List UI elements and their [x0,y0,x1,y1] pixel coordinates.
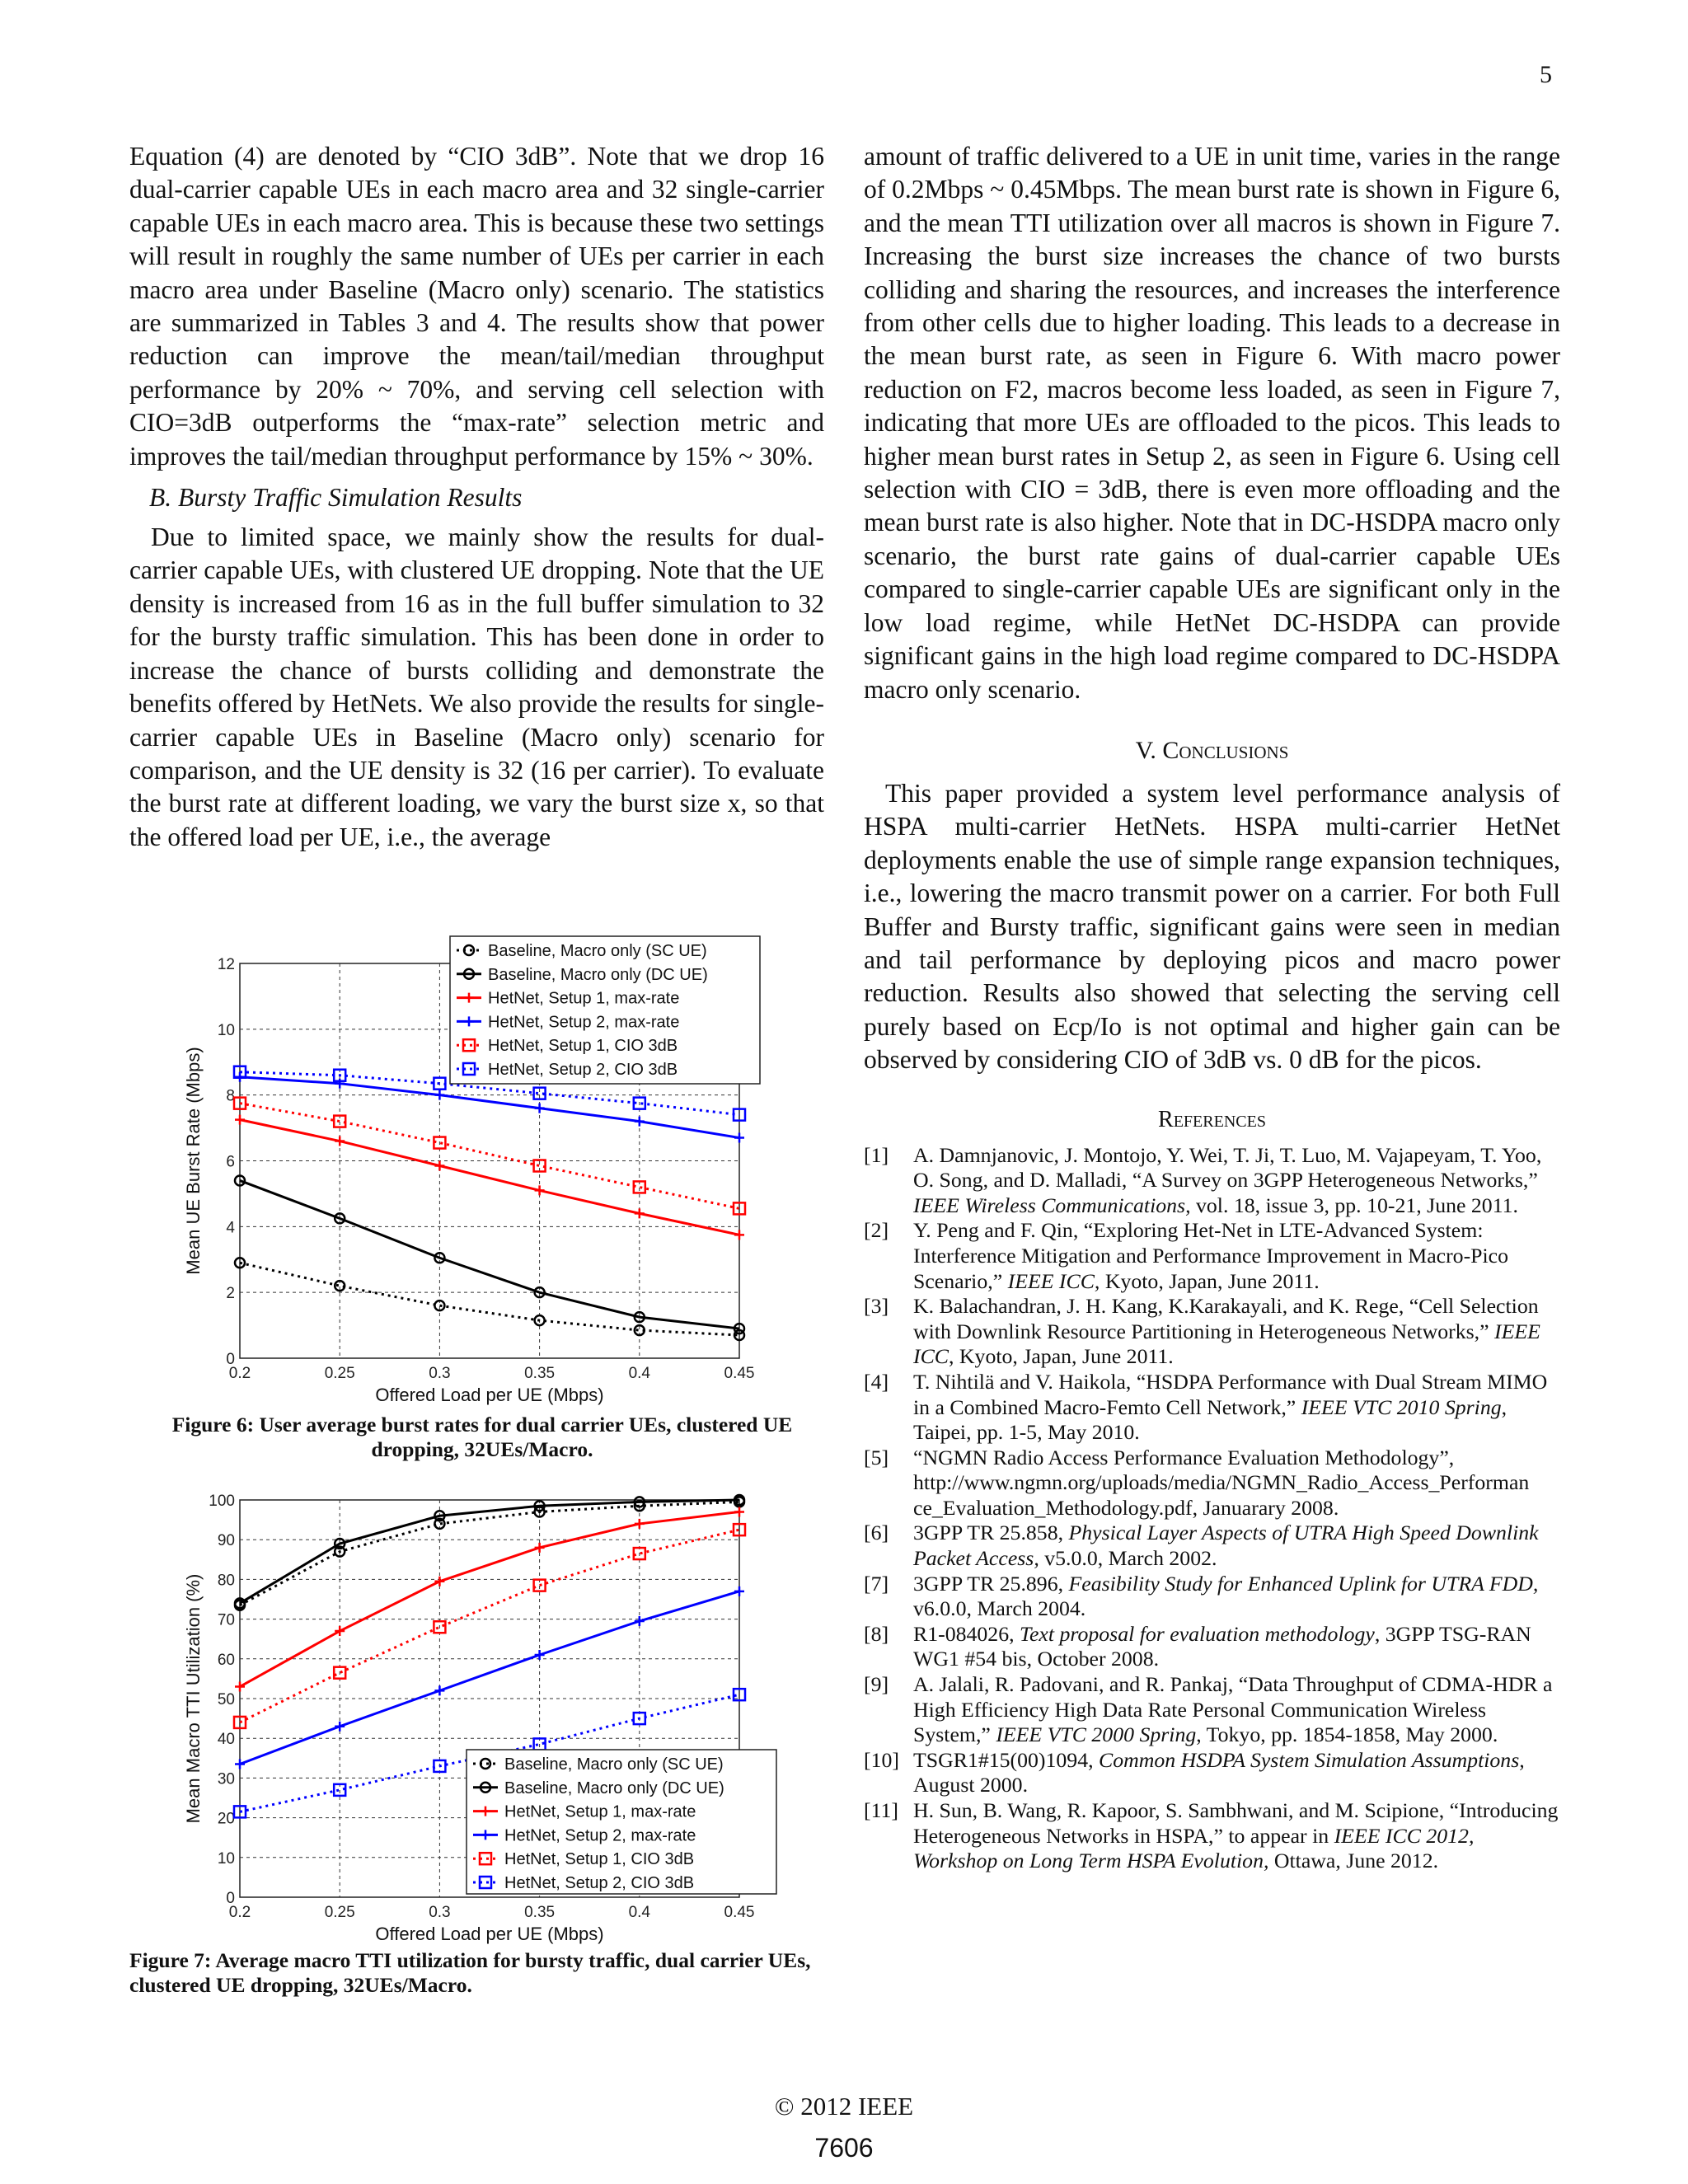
reference-number: [1] [864,1142,889,1167]
y-tick-label: 30 [217,1770,235,1788]
reference-item [864,1218,1560,1294]
x-axis-label: Offered Load per UE (Mbps) [375,1385,604,1405]
legend-label: Baseline, Macro only (DC UE) [488,965,708,984]
page-number: 5 [1540,61,1552,88]
reference-text: A. Jalali, R. Padovani, and R. Pankaj, “Data Throughput of CDMA-HDR a High Efficiency High Data Rate Personal Communication Wireless System,” IEEE VTC 2000 Spring, Tokyo, pp. 1854-1858, May 2000. [913,1672,1553,1747]
x-tick-label: 0.3 [429,1365,451,1382]
reference-number: [2] [864,1218,889,1243]
x-tick-label: 0.35 [524,1365,556,1382]
y-axis-label: Mean Macro TTI Utilization (%) [183,1573,204,1824]
reference-number: [9] [864,1672,889,1697]
reference-text: H. Sun, B. Wang, R. Kapoor, S. Sambhwani, and M. Scipione, “Introducing Heterogeneous Networks in HSPA,” to appear in IEEE ICC 2012, Workshop on Long Term HSPA Evolution, Ottawa, June 2012. [913,1798,1559,1873]
reference-text: A. Damnjanovic, J. Montojo, Y. Wei, T. Ji, T. Luo, M. Vajapeyam, T. Yoo, O. Song, and D. Malladi, “A Survey on 3GPP Heterogeneous Networks,” IEEE Wireless Communications, vol. 18, issue 3, pp. 10-21, June 2011. [913,1142,1542,1217]
y-tick-label: 12 [217,956,235,973]
y-tick-label: 70 [217,1611,235,1629]
legend-label: HetNet, Setup 1, CIO 3dB [488,1037,678,1056]
paragraph: Equation (4) are denoted by “CIO 3dB”. Note that we drop 16 dual-carrier capable UEs in each macro area and 32 single-carrier capable UEs in each macro area. This is because these two settings will result in roughly the same number of UEs per carrier in each macro area under Baseline (Macro only) scenario. The statistics are summarized in Tables 3 and 4. The results show that power reduction can improve the mean/tail/median throughput performance by 20% ~ 70%, and serving cell selection with CIO=3dB outperforms the “max-rate” selection metric and improves the tail/median throughput performance by 15% ~ 30%. [129,142,824,471]
legend-label: Baseline, Macro only (SC UE) [488,942,707,960]
y-tick-label: 50 [217,1691,235,1708]
x-tick-label: 0.4 [628,1904,651,1921]
copyright-notice: © 2012 IEEE [774,2092,914,2121]
legend-label: HetNet, Setup 2, CIO 3dB [488,1061,678,1079]
section-heading: V. Conclusions [1135,736,1289,764]
reference-text: T. Nihtilä and V. Haikola, “HSDPA Performance with Dual Stream MIMO in a Combined Macro-Femto Cell Network,” IEEE VTC 2010 Spring, Taipei, pp. 1-5, May 2010. [913,1369,1548,1445]
y-tick-label: 80 [217,1572,235,1590]
figure-7-caption: Figure 7: Average macro TTI utilization for bursty traffic, dual carrier UEs, clustered UE dropping, 32UEs/Macro. [129,1948,811,1997]
y-tick-label: 4 [226,1219,235,1237]
reference-item [864,1572,1560,1622]
y-tick-label: 90 [217,1532,235,1550]
x-tick-label: 0.2 [228,1904,251,1921]
reference-item [864,1143,1560,1219]
reference-number: [11] [864,1798,899,1822]
reference-text: Y. Peng and F. Qin, “Exploring Het-Net in LTE-Advanced System: Interference Mitigation and Performance Improvement in Macro-Pico Scenario,” IEEE ICC, Kyoto, Japan, June 2011. [913,1218,1509,1293]
x-tick-label: 0.35 [524,1904,556,1921]
legend [467,1750,776,1894]
figure-6-caption: Figure 6: User average burst rates for dual carrier UEs, clustered UE dropping, 32UEs/Macro. [171,1413,793,1461]
reference-text: TSGR1#15(00)1094, Common HSDPA System Simulation Assumptions, August 2000. [913,1747,1525,1797]
reference-number: [5] [864,1445,889,1469]
x-tick-label: 0.45 [724,1365,755,1382]
right-column [864,140,1560,1874]
reference-item [864,1672,1560,1748]
paragraph: amount of traffic delivered to a UE in unit time, varies in the range of 0.2Mbps ~ 0.45Mbps. The mean burst rate is shown in Figure 6, and the mean TTI utilization over all macros is shown in Figure 7. Increasing the burst size increases the chance of two bursts colliding and sharing the resources, and increases the interference from other cells due to higher loading. This leads to a decrease in the mean burst rate, as seen in Figure 6. With macro power reduction on F2, macros become less loaded, as seen in Figure 7, indicating that more UEs are offloaded to the picos. This leads to higher mean burst rates in Setup 2, as seen in Figure 6. Using cell selection with CIO = 3dB, there is even more offloading and the mean burst rate is also higher. Note that in DC-HSDPA macro only scenario, the burst rate gains of dual-carrier capable UEs compared to single-carrier capable UEs are significant only in the low load regime, while HetNet DC-HSDPA can provide significant gains in the high load regime compared to DC-HSDPA macro only scenario. [864,142,1560,704]
reference-text: R1-084026, Text proposal for evaluation methodology, 3GPP TSG-RAN WG1 #54 bis, October 2008. [913,1621,1531,1671]
x-axis-label: Offered Load per UE (Mbps) [375,1924,604,1944]
figure-6-chart [165,923,791,1418]
reference-text: 3GPP TR 25.896, Feasibility Study for Enhanced Uplink for UTRA FDD, v6.0.0, March 2004. [913,1571,1539,1621]
x-tick-label: 0.2 [228,1365,251,1382]
y-tick-label: 8 [226,1087,235,1105]
reference-item [864,1294,1560,1370]
y-tick-label: 0 [226,1890,235,1907]
x-tick-label: 0.25 [324,1904,355,1921]
y-tick-label: 6 [226,1153,235,1171]
y-tick-label: 10 [217,1849,235,1868]
legend-label: HetNet, Setup 1, max-rate [488,989,680,1008]
x-tick-label: 0.25 [324,1365,355,1382]
reference-item [864,1370,1560,1446]
reference-number: [3] [864,1294,889,1319]
reference-text: “NGMN Radio Access Performance Evaluation Methodology”, http://www.ngmn.org/uploads/media/NGMN_Radio_Access_Performan ce_Evaluation_Methodology.pdf, Januarary 2008. [913,1445,1530,1520]
subsection-heading: B. Bursty Traffic Simulation Results [149,483,523,513]
left-column [129,140,824,854]
y-axis-label: Mean UE Burst Rate (Mbps) [183,1047,204,1275]
y-tick-label: 60 [217,1651,235,1669]
legend-label: HetNet, Setup 1, max-rate [504,1802,696,1821]
y-tick-label: 100 [209,1493,235,1510]
reference-item [864,1446,1560,1521]
y-tick-label: 2 [226,1285,235,1303]
reference-number: [4] [864,1369,889,1394]
legend-label: HetNet, Setup 2, max-rate [488,1013,680,1032]
y-tick-label: 10 [217,1021,235,1039]
reference-number: [8] [864,1621,889,1646]
references-list [864,1143,1560,1874]
legend-label: HetNet, Setup 2, CIO 3dB [504,1874,695,1892]
reference-item [864,1521,1560,1571]
paragraph: Due to limited space, we mainly show the results for dual-carrier capable UEs, with clustered UE dropping. Note that the UE density is increased from 16 as in the full buffer simulation to 32 for the bursty traffic simulation. This has been done in order to increase the chance of bursts colliding and demonstrate the benefits offered by HetNets. We also provide the results for single-carrier capable UEs in Baseline (Macro only) scenario for comparison, and the UE density is 32 (16 per carrier). To evaluate the burst rate at different loading, we vary the burst size x, so that the offered load per UE, i.e., the average [129,523,824,851]
reference-number: [10] [864,1747,899,1772]
reference-item [864,1622,1560,1672]
references-heading: References [1158,1106,1266,1132]
figure-7-chart [165,1475,791,1945]
y-tick-label: 20 [217,1810,235,1828]
reference-text: 3GPP TR 25.858, Physical Layer Aspects of UTRA High Speed Downlink Packet Access, v5.0.0, March 2002. [913,1521,1539,1571]
footer-page-number: 7606 [814,2133,874,2163]
y-tick-label: 40 [217,1731,235,1749]
legend-label: HetNet, Setup 2, max-rate [504,1826,696,1845]
reference-number: [7] [864,1571,889,1596]
legend [450,936,760,1084]
x-tick-label: 0.45 [724,1904,755,1921]
y-tick-label: 0 [226,1351,235,1368]
reference-text: K. Balachandran, J. H. Kang, K.Karakayali, and K. Rege, “Cell Selection with Downlink Resource Partitioning in Heterogeneous Networks,” IEEE ICC, Kyoto, Japan, June 2011. [913,1294,1540,1369]
legend-label: Baseline, Macro only (SC UE) [504,1755,724,1774]
reference-item [864,1798,1560,1874]
reference-number: [6] [864,1521,889,1545]
legend-label: Baseline, Macro only (DC UE) [504,1779,724,1797]
x-tick-label: 0.4 [628,1365,651,1382]
x-tick-label: 0.3 [429,1904,451,1921]
reference-item [864,1748,1560,1798]
legend-label: HetNet, Setup 1, CIO 3dB [504,1850,695,1869]
conclusion-paragraph: This paper provided a system level performance analysis of HSPA multi-carrier HetNets. HSPA multi-carrier HetNet deployments enable the use of simple range expansion techniques, i.e., lowering the macro transmit power on a carrier. For both Full Buffer and Bursty traffic, significant gains were seen in median and tail performance by deploying picos and macro power reduction. Results also showed that selecting the serving cell purely based on Ecp/Io is not optimal and higher gain can be observed by considering CIO of 3dB vs. 0 dB for the picos. [864,778,1560,1075]
